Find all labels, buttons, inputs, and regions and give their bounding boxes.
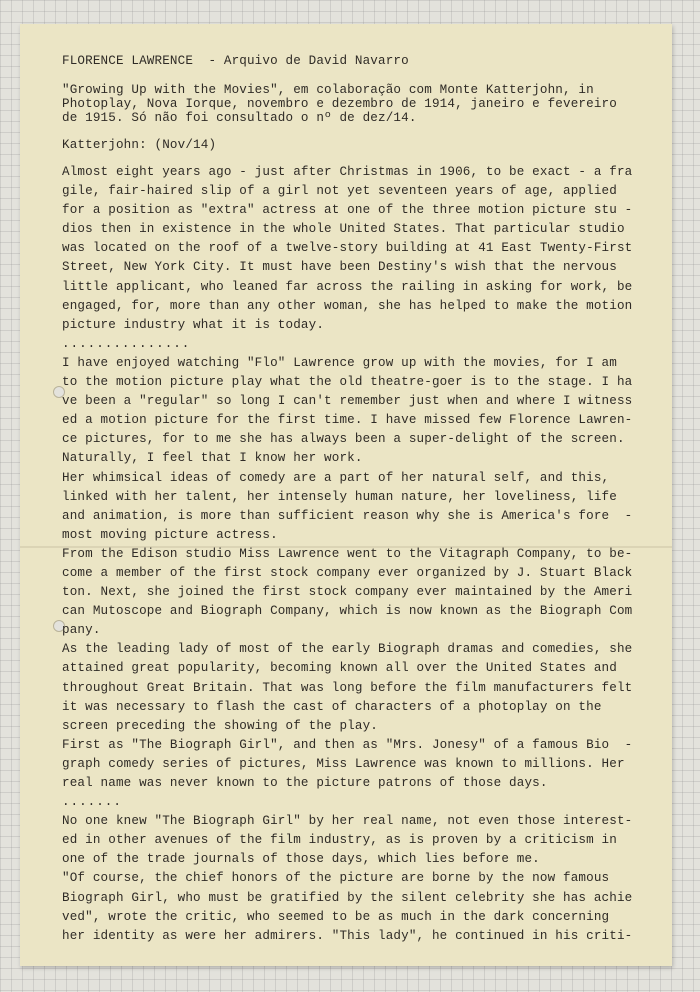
text-line: graph comedy series of pictures, Miss Lawrence was known to millions. Her xyxy=(62,756,625,771)
text-line: was located on the roof of a twelve-story building at 41 East Twenty-First xyxy=(62,241,633,256)
text-line: most moving picture actress. xyxy=(62,527,278,542)
reference-line: Photoplay, Nova Iorque, novembro e dezembro de 1914, janeiro e fevereiro xyxy=(62,97,617,111)
text-line: and animation, is more than sufficient reason why she is America's fore - xyxy=(62,508,633,523)
paragraph-3 xyxy=(62,812,662,946)
text-line: come a member of the first stock company ever organized by J. Stuart Black xyxy=(62,565,633,580)
text-line: little applicant, who leaned far across the railing in asking for work, be xyxy=(62,279,633,294)
text-line: real name was never known to the picture patrons of those days. xyxy=(62,776,548,790)
text-line: ed a motion picture for the first time. I have missed few Florence Lawren- xyxy=(62,413,633,428)
text-line: one of the trade journals of those days, which lies before me. xyxy=(62,852,540,867)
text-line: it was necessary to flash the cast of characters of a photoplay on the xyxy=(62,699,602,714)
reference-line: de 1915. Só não foi consultado o nº de dez/14. xyxy=(62,111,417,125)
document-body xyxy=(62,52,662,946)
author-line: Katterjohn: (Nov/14) xyxy=(62,138,217,152)
text-line: dios then in existence in the whole United States. That particular studio xyxy=(62,222,625,237)
text-line: attained great popularity, becoming known all over the United States and xyxy=(62,661,617,676)
text-line: gile, fair-haired slip of a girl not yet seventeen years of age, applied xyxy=(62,184,617,199)
reference-line: "Growing Up with the Movies", em colaboração com Monte Katterjohn, in xyxy=(62,83,594,97)
text-line: for a position as "extra" actress at one of the three motion picture stu - xyxy=(62,203,633,218)
text-line: picture industry what it is today. xyxy=(62,317,325,332)
text-line: throughout Great Britain. That was long before the film manufacturers felt xyxy=(62,680,633,695)
text-line: ve been a "regular" so long I can't remember just when and where I witness xyxy=(62,394,633,409)
text-line: to the motion picture play what the old theatre-goer is to the stage. I ha xyxy=(62,375,633,390)
source-reference xyxy=(62,83,662,125)
paragraph-2 xyxy=(62,354,662,793)
text-line: her identity as were her admirers. "This lady", he continued in his criti- xyxy=(62,928,633,943)
text-line: ton. Next, she joined the first stock company ever maintained by the Ameri xyxy=(62,585,633,600)
text-line: Street, New York City. It must have been Destiny's wish that the nervous xyxy=(62,260,617,275)
document-header: FLORENCE LAWRENCE - Arquivo de David Navarro xyxy=(62,54,409,68)
text-line: From the Edison studio Miss Lawrence went to the Vitagraph Company, to be- xyxy=(62,546,633,561)
text-line: can Mutoscope and Biograph Company, which is now known as the Biograph Com xyxy=(62,604,633,619)
text-line: First as "The Biograph Girl", and then as "Mrs. Jonesy" of a famous Bio - xyxy=(62,737,633,752)
text-line: Biograph Girl, who must be gratified by the silent celebrity she has achie xyxy=(62,890,633,905)
text-line: ed in other avenues of the film industry, as is proven by a criticism in xyxy=(62,833,617,848)
text-line: engaged, for, more than any other woman, she has helped to make the motion xyxy=(62,298,633,313)
text-line: No one knew "The Biograph Girl" by her real name, not even those interest- xyxy=(62,814,633,829)
text-line: As the leading lady of most of the early Biograph dramas and comedies, she xyxy=(62,642,633,657)
text-line: "Of course, the chief honors of the picture are borne by the now famous xyxy=(62,871,610,886)
text-line: Almost eight years ago - just after Christmas in 1906, to be exact - a fra xyxy=(62,165,633,179)
text-line: Her whimsical ideas of comedy are a part of her natural self, and this, xyxy=(62,470,610,485)
typed-page xyxy=(20,24,672,966)
text-line: I have enjoyed watching "Flo" Lawrence grow up with the movies, for I am xyxy=(62,355,617,370)
text-line: Naturally, I feel that I know her work. xyxy=(62,451,363,466)
text-line: screen preceding the showing of the play. xyxy=(62,718,379,733)
section-separator: ....... xyxy=(62,795,122,810)
text-line: pany. xyxy=(62,623,101,638)
text-line: linked with her talent, her intensely human nature, her loveliness, life xyxy=(62,489,617,504)
paragraph-1 xyxy=(62,163,662,335)
text-line: ved", wrote the critic, who seemed to be as much in the dark concerning xyxy=(62,909,610,924)
section-separator: ............... xyxy=(62,336,191,351)
text-line: ce pictures, for to me she has always been a super-delight of the screen. xyxy=(62,432,625,447)
